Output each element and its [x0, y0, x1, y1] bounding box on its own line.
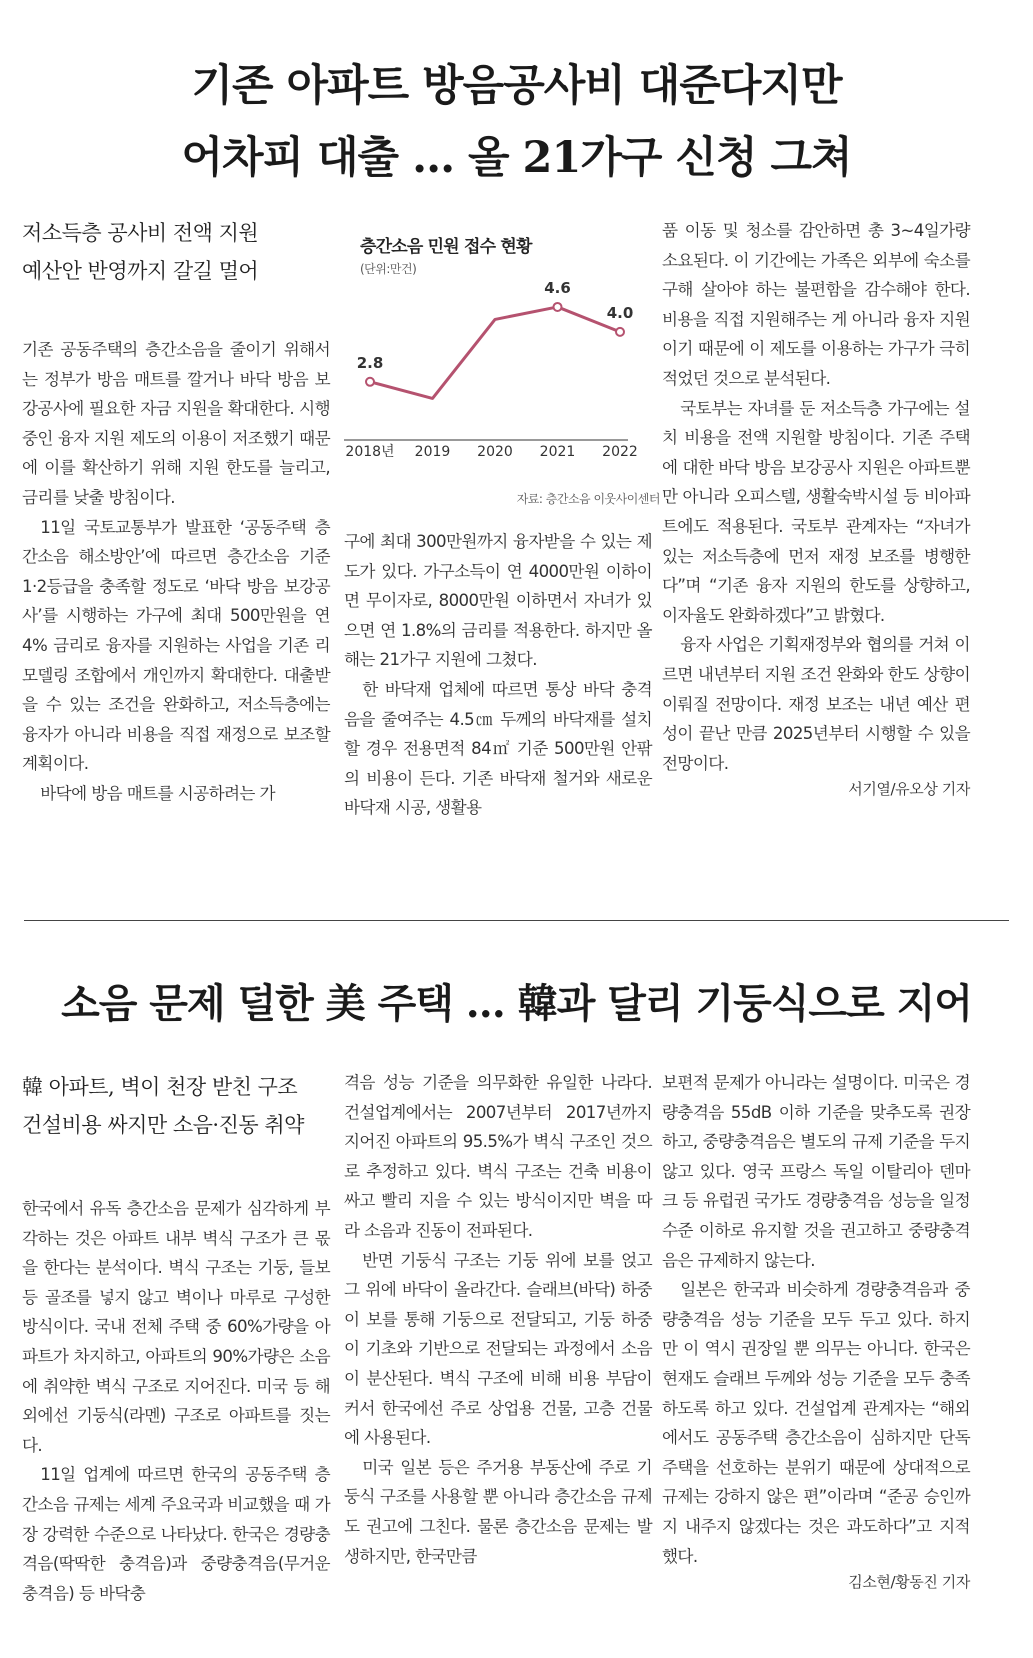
paragraph: 융자 사업은 기획재정부와 협의를 거쳐 이르면 내년부터 지원 조건 완화와 한도 상향이 이뤄질 전망이다. 재정 보조는 내년 예산 편성이 끝난 만큼 2025년부터 시행할 수 있을 전망이다.: [662, 635, 970, 773]
article1-subhead-line2: 예산안 반영까지 갈길 멀어: [22, 259, 259, 283]
paragraph: 기존 공동주택의 층간소음을 줄이기 위해서는 정부가 방음 매트를 깔거나 바닥 방음 보강공사에 필요한 자금 지원을 확대한다. 시행 중인 융자 지원 제도의 이용이 저조했기 때문에 이를 확산하기 위해 지원 한도를 늘리고, 금리를 낮출 방침이다.: [22, 340, 330, 507]
paragraph: 11일 업계에 따르면 한국의 공동주택 층간소음 규제는 세계 주요국과 비교했을 때 가장 강력한 수준으로 나타났다. 한국은 경량충격음(딱딱한 충격음)과 중량충격음(무거운 충격음) 등 바닥충: [22, 1465, 330, 1603]
chart-x-tick-label: 2021: [539, 444, 576, 460]
paragraph: 구에 최대 300만원까지 융자받을 수 있는 제도가 있다. 가구소득이 연 4000만원 이하이면 무이자로, 8000만원 이하면서 자녀가 있으면 연 1.8%의 금리를 적용한다. 하지만 올해는 21가구 지원에 그쳤다.: [344, 532, 652, 670]
article1-body-col2: [344, 527, 652, 823]
article2-headline: 소음 문제 덜한 美 주택 … 韓과 달리 기둥식으로 지어: [61, 980, 972, 1027]
paragraph: 일본은 한국과 비슷하게 경량충격음과 중량충격음 성능 기준을 모두 두고 있다. 하지만 이 역시 권장일 뿐 의무는 아니다. 한국은 현재도 슬래브 두께와 성능 기준을 모두 충족하도록 하고 있다. 건설업계 관계자는 “해외에서도 공동주택 층간소음이 심하지만 단독주택을 선호하는 분위기 때문에 상대적으로 규제는 강하지 않은 편”이라며 “준공 승인까지 내주지 않겠다는 것은 과도하다”고 지적했다.: [662, 1280, 970, 1566]
article1-headline-line1: 기존 아파트 방음공사비 대준다지만: [191, 61, 842, 111]
article2-column-1: [22, 1068, 330, 1608]
article2-column-2: [344, 1068, 652, 1571]
chart-data-label: 2.8: [356, 353, 384, 372]
paragraph: 품 이동 및 청소를 감안하면 총 3~4일가량 소요된다. 이 기간에는 가족은 외부에 숙소를 구해 살아야 하는 불편함을 감수해야 한다. 비용을 직접 지원해주는 게 아니라 융자 지원이기 때문에 이 제도를 이용하는 가구가 극히 적었던 것으로 분석된다.: [662, 221, 970, 388]
chart-data-label: 4.0: [606, 303, 634, 322]
article2-byline: 김소현/황동진 기자: [848, 1573, 970, 1592]
chart-x-tick-label: 2022: [602, 444, 638, 460]
chart-data-label: 4.6: [544, 278, 571, 297]
article1-headline-line2: 어차피 대출 … 올 21가구 신청 그쳐: [181, 133, 852, 183]
article1-byline: 서기열/유오상 기자: [848, 780, 970, 799]
article1-column-2: [344, 527, 652, 823]
paragraph: 반면 기둥식 구조는 기둥 위에 보를 얹고 그 위에 바닥이 올라간다. 슬래브(바닥) 하중이 보를 통해 기둥으로 전달되고, 기둥 하중이 기초와 기반으로 전달되는 과정에서 소음이 분산된다. 벽식 구조에 비해 비용 부담이 커서 한국에선 주로 상업용 건물, 고층 건물에 사용된다.: [344, 1250, 652, 1448]
chart-data-point: [616, 328, 624, 336]
article2-column-3: [662, 1068, 970, 1592]
article2-body-col2: [344, 1068, 652, 1571]
article1-column-3: [662, 216, 970, 799]
paragraph: 보편적 문제가 아니라는 설명이다. 미국은 경량충격음 55dB 이하 기준을 맞추도록 권장하고, 중량충격음은 별도의 규제 기준을 두지 않고 있다. 영국 프랑스 독일 이탈리아 덴마크 등 유럽권 국가도 경량충격음 성능을 일정 수준 이하로 유지할 것을 권고하고 중량충격음은 규제하지 않는다.: [662, 1073, 970, 1270]
chart-title: 층간소음 민원 접수 현황: [360, 237, 532, 257]
article2-subhead-line2: 건설비용 싸지만 소음·진동 취약: [22, 1113, 304, 1137]
article2-subhead-line1: 韓 아파트, 벽이 천장 받친 구조: [22, 1075, 298, 1099]
article1-subhead-line1: 저소득층 공사비 전액 지원: [22, 221, 259, 245]
paragraph: 바닥에 방음 매트를 시공하려는 가: [40, 783, 275, 803]
article1-body-col1: [22, 335, 330, 809]
paragraph: 국토부는 자녀를 둔 저소득층 가구에는 설치 비용을 전액 지원할 방침이다. 기존 주택에 대한 바닥 방음 보강공사 지원은 아파트뿐만 아니라 오피스텔, 생활숙박시설 등 비아파트에도 적용된다. 국토부 관계자는 “자녀가 있는 저소득층에 먼저 재정 보조를 병행한다”며 “기존 융자 지원의 한도를 상향하고, 이자율도 완화하겠다”고 밝혔다.: [662, 398, 970, 625]
article1-column-1: [22, 214, 330, 809]
article2-body-col3: [662, 1068, 970, 1571]
paragraph: 한 바닥재 업체에 따르면 통상 바닥 충격음을 줄여주는 4.5㎝ 두께의 바닥재를 설치할 경우 전용면적 84㎡ 기준 500만원 안팎의 비용이 든다. 기존 바닥재 철거와 새로운 바닥재 시공, 생활용: [344, 679, 652, 818]
chart-data-point: [554, 303, 562, 311]
paragraph: 격음 성능 기준을 의무화한 유일한 나라다. 건설업계에서는 2007년부터 2017년까지 지어진 아파트의 95.5%가 벽식 구조인 것으로 추정하고 있다. 벽식 구조는 건축 비용이 싸고 빨리 지을 수 있는 방식이지만 벽을 따라 소음과 진동이 전파된다.: [344, 1073, 652, 1240]
chart-series-line: [370, 307, 620, 398]
chart-unit: (단위:만건): [360, 262, 417, 276]
paragraph: 11일 국토교통부가 발표한 ‘공동주택 층간소음 해소방안’에 따르면 층간소음 기준 1·2등급을 충족할 정도로 ‘바닥 방음 보강공사’를 시행하는 가구에 최대 500만원을 연 4% 금리로 융자를 지원하는 사업을 기존 리모델링 조합에서 개인까지 확대한다. 대출받을 수 있는 조건을 완화하고, 저소득층에는 융자가 아니라 비용을 직접 재정으로 보조할 계획이다.: [22, 517, 330, 774]
chart-x-tick-label: 2018년: [345, 444, 395, 460]
chart-data-point: [366, 378, 374, 386]
article1-body-col3: [662, 216, 970, 778]
complaints-line-chart: [345, 222, 672, 522]
paragraph: 한국에서 유독 층간소음 문제가 심각하게 부각하는 것은 아파트 내부 벽식 구조가 큰 몫을 한다는 분석이다. 벽식 구조는 기둥, 들보 등 골조를 넣지 않고 벽이나 마루로 구성한 방식이다. 국내 전체 주택 중 60%가량을 아파트가 차지하고, 아파트의 90%가량은 소음에 취약한 벽식 구조로 지어진다. 미국 등 해외에선 기둥식(라멘) 구조로 아파트를 짓는다.: [22, 1199, 330, 1455]
section-divider: [24, 920, 1009, 921]
chart-x-tick-label: 2019: [414, 444, 451, 460]
chart-plot: [345, 222, 672, 522]
chart-source: 자료: 층간소음 이웃사이센터: [516, 492, 660, 506]
article2-body-col1: [22, 1194, 330, 1608]
chart-x-tick-label: 2020: [477, 444, 513, 460]
paragraph: 미국 일본 등은 주거용 부동산에 주로 기둥식 구조를 사용할 뿐 아니라 층간소음 규제도 권고에 그친다. 물론 층간소음 문제는 발생하지만, 한국만큼: [344, 1457, 652, 1566]
